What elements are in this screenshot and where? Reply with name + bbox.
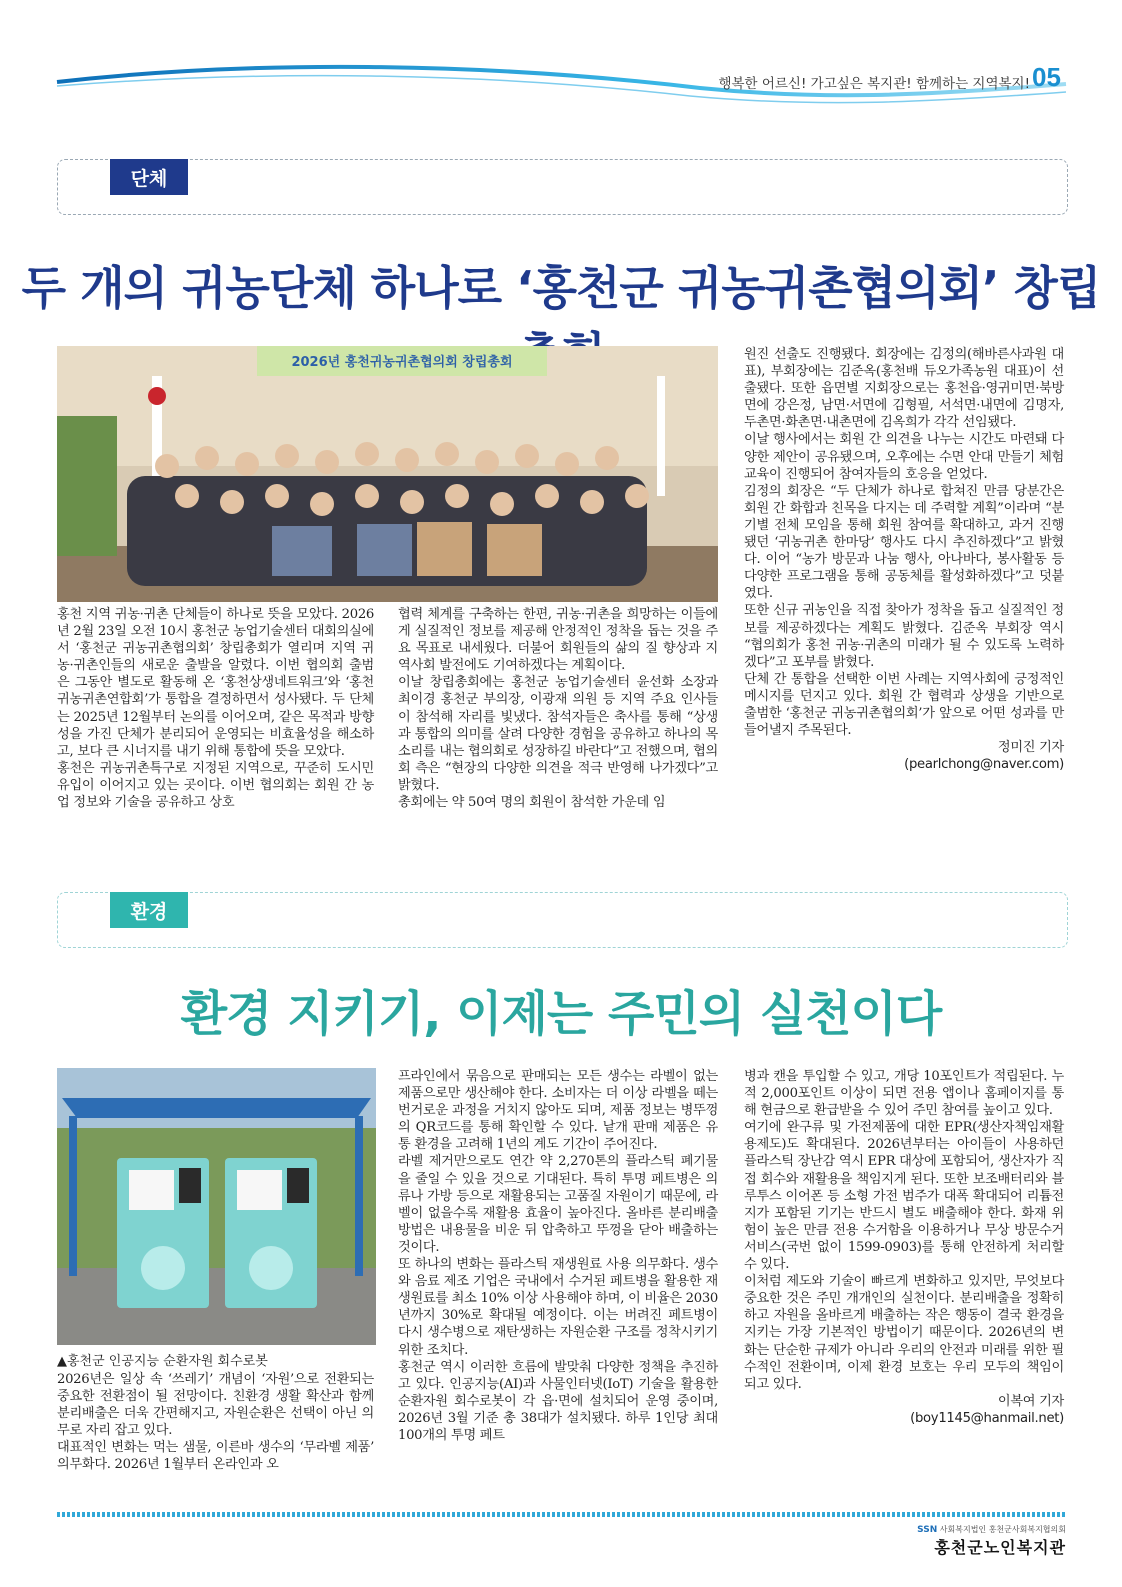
footer-org-sub bbox=[900, 1524, 1066, 1535]
section-tag-environment: 환경 bbox=[110, 892, 188, 928]
article2-col2-p1: 프라인에서 묶음으로 판매되는 모든 생수는 라벨이 없는 제품으로만 생산해야 한다. 소비자는 더 이상 라벨을 떼는 번거로운 과정을 거치지 않아도 되며, 제품 정보는 병뚜껑의 QR코드를 통해 확인할 수 있다. 낱개 판매 제품은 유통 환경을 고려해 1년의 계도 기간이 주어진다. bbox=[398, 1069, 718, 1153]
article2-col3-p2: 여기에 완구류 및 가전제품에 대한 EPR(생산자책임재활용제도)도 확대된다. 2026년부터는 아이들이 사용하던 플라스틱 장난감 역시 EPR 대상에 포함되어, 생산자가 직접 회수와 재활용을 책임지게 된다. 또한 보조배터리와 블루투스 이어폰 등 소형 가전 범주가 대폭 확대되어 리튬전지가 포함된 기기는 반드시 별도 배출해야 한다. 화재 위험이 높은 만큼 전용 수거함을 이용하거나 무상 방문수거 서비스(국번 없이 1599-0903)를 통해 안전하게 처리할 수 있다. bbox=[744, 1120, 1064, 1273]
ssn-logo-text: SSN bbox=[917, 1525, 938, 1535]
article2-col2-p2: 라벨 제거만으로도 연간 약 2,270톤의 플라스틱 폐기물을 줄일 수 있을 것으로 기대된다. 특히 투명 페트병은 의류나 가방 등으로 재활용되는 고품질 자원이기 때문에, 라벨이 없을수록 재활용 효율이 높아진다. 올바른 분리배출 방법은 내용물을 비운 뒤 압축하고 뚜껑을 닫아 배출하는 것이다. bbox=[398, 1154, 718, 1255]
article1-col1 bbox=[57, 606, 374, 811]
byline-email: (pearlchong@naver.com) bbox=[904, 757, 1064, 773]
headline-environment: 환경 지키기, 이제는 주민의 실천이다 bbox=[180, 986, 942, 1042]
article2-col2 bbox=[398, 1068, 718, 1444]
article2-col3-p3: 이처럼 제도와 기술이 빠르게 변화하고 있지만, 무엇보다 중요한 것은 주민 개개인의 실천이다. 분리배출을 정확히 하고 자원을 올바르게 배출하는 작은 행동이 결국 환경을 지키는 가장 기본적인 방법이기 때문이다. 2026년의 변화는 단순한 규제가 아니라 우리의 안전과 미래를 위한 필수적인 전환이며, 이제 환경 보호는 우리 모두의 책임이 되고 있다. bbox=[744, 1274, 1064, 1392]
section-tag-group: 단체 bbox=[110, 159, 188, 195]
article2-col1-p1: 2026년은 일상 속 ‘쓰레기’ 개념이 ‘자원’으로 전환되는 중요한 전환점이 될 전망이다. 친환경 생활 확산과 함께 분리배출은 더욱 간편해지고, 자원순환은 선택이 아닌 의무로 자리 잡고 있다. bbox=[57, 1372, 374, 1439]
article1-col2-p3: 총회에는 약 50여 명의 회원이 참석한 가운데 임 bbox=[398, 795, 666, 811]
footer-logo bbox=[900, 1524, 1066, 1558]
article1-col3-p5: 단체 간 통합을 선택한 이번 사례는 지역사회에 긍정적인 메시지를 던지고 있다. 회원 간 협력과 상생을 기반으로 출범한 ‘홍천군 귀농귀촌협의회’가 앞으로 어떤 성과를 만들어낼지 주목된다. bbox=[744, 671, 1064, 739]
recycling-robot-photo bbox=[57, 1068, 376, 1345]
footer-org-name: 홍천군노인복지관 bbox=[934, 1538, 1066, 1557]
article2-col3 bbox=[744, 1068, 1064, 1427]
article1-col1-p2: 홍천은 귀농귀촌특구로 지정된 지역으로, 꾸준히 도시민 유입이 이어지고 있는 곳이다. 이번 협의회는 회원 간 농업 정보와 기술을 공유하고 상호 bbox=[57, 760, 374, 811]
byline-email: (boy1145@hanmail.net) bbox=[910, 1410, 1064, 1426]
photo-banner-text: 2026년 홍천귀농귀촌협의회 창립총회 bbox=[291, 355, 513, 370]
group-photo bbox=[57, 346, 718, 602]
article2-col3-p1: 병과 캔을 투입할 수 있고, 개당 10포인트가 적립된다. 누적 2,000포인트 이상이 되면 전용 앱이나 홈페이지를 통해 현금으로 환급받을 수 있어 주민 참여를 높이고 있다. bbox=[744, 1069, 1064, 1119]
article1-col3-p4: 또한 신규 귀농인을 직접 찾아가 정착을 돕고 실질적인 정보를 제공하겠다는 계획도 밝혔다. 김준옥 부회장 역시 “협의회가 홍천 귀농·귀촌의 미래가 될 수 있도록 노력하겠다”고 포부를 밝혔다. bbox=[744, 603, 1064, 670]
article2-col1-p2: 대표적인 변화는 먹는 샘물, 이른바 생수의 ‘무라벨 제품’ 의무화다. 2026년 1월부터 온라인과 오 bbox=[57, 1440, 374, 1473]
article2-col2-p3: 또 하나의 변화는 플라스틱 재생원료 사용 의무화다. 생수와 음료 제조 기업은 국내에서 수거된 페트병을 활용한 재생원료를 최소 10% 이상 사용해야 하며, 이 비율은 2030년까지 30%로 확대될 예정이다. 이는 버려진 페트병이 다시 생수병으로 재탄생하는 자원순환 구조를 정착시키기 위한 조치다. bbox=[398, 1257, 718, 1358]
article1-col3-p2: 이날 행사에서는 회원 간 의견을 나누는 시간도 마련돼 다양한 제안이 공유됐으며, 오후에는 수면 안대 만들기 체험 교육이 진행되어 참여자들의 호응을 얻었다. bbox=[744, 432, 1064, 482]
article2-col1 bbox=[57, 1371, 374, 1474]
header-wave bbox=[0, 0, 1122, 120]
article1-col3-p1: 원진 선출도 진행됐다. 회장에는 김정의(해바른사과원 대표), 부회장에는 김준옥(홍천배 듀오가족농원 대표)이 선출됐다. 또한 읍면별 지회장으로는 홍천읍·영귀미면·북방면에 강은정, 남면·서면에 김형필, 서석면·내면에 김명자, 두촌면·화촌면·내촌면에 김옥희가 각각 선임됐다. bbox=[744, 347, 1064, 431]
article1-col1-p1: 홍천 지역 귀농·귀촌 단체들이 하나로 뜻을 모았다. 2026년 2월 23일 오전 10시 홍천군 농업기술센터 대회의실에서 ‘홍천군 귀농귀촌협의회’ 창립총회가 열리며 지역 귀농·귀촌인들의 새로운 출발을 알렸다. 이번 협의회 출범은 그동안 별도로 활동해 온 ‘홍천상생네트워크’와 ‘홍천귀농귀촌연합회’가 통합을 결정하면서 성사됐다. 두 단체는 2025년 12월부터 논의를 이어오며, 같은 목적과 방향성을 가진 단체가 분리되어 운영되는 비효율성을 해소하고, 보다 큰 시너지를 내기 위해 통합에 뜻을 모았다. bbox=[57, 607, 374, 759]
byline-name: 정미진 기자 bbox=[997, 740, 1064, 756]
footer-org-sub-text: 사회복지법인 홍천군사회복지협의회 bbox=[939, 1525, 1066, 1534]
article1-col3-p3: 김정의 회장은 “두 단체가 하나로 합쳐진 만큼 당분간은 회원 간 화합과 친목을 다지는 데 주력할 계획”이라며 “분기별 전체 모임을 통해 회원 참여를 확대하고, 과거 진행됐던 ‘귀농귀촌 한마당’ 행사도 다시 추진하겠다”고 밝혔다. 이어 “농가 방문과 나눔 행사, 아나바다, 봉사활동 등 다양한 프로그램을 통해 공동체를 활성화하겠다”고 덧붙였다. bbox=[744, 483, 1064, 602]
section-header-environment bbox=[57, 892, 1068, 948]
section-header-group bbox=[57, 159, 1068, 215]
byline-name: 이복여 기자 bbox=[997, 1393, 1064, 1409]
footer-divider bbox=[57, 1512, 1066, 1517]
page-number: 05 bbox=[1032, 62, 1061, 92]
article1-col2 bbox=[398, 606, 718, 811]
header-motto: 행복한 어르신! 가고싶은 복지관! 함께하는 지역복지! bbox=[718, 76, 1030, 92]
article1-col2-p2: 이날 창립총회에는 홍천군 농업기술센터 윤선화 소장과 최이경 홍천군 부의장, 이광재 의원 등 지역 주요 인사들이 참석해 자리를 빛냈다. 참석자들은 축사를 통해 “상생과 통합의 의미를 살려 다양한 경험을 공유하고 하나의 목소리를 내는 협의회로 성장하길 바란다”고 전했으며, 협의회 측은 “현장의 다양한 의견을 적극 반영해 나가겠다”고 밝혔다. bbox=[398, 675, 718, 793]
article1-col2-p1: 협력 체계를 구축하는 한편, 귀농·귀촌을 희망하는 이들에게 실질적인 정보를 제공해 안정적인 정착을 돕는 것을 주요 목표로 내세웠다. 더불어 회원들의 삶의 질 향상과 지역사회 발전에도 기여하겠다는 계획이다. bbox=[398, 607, 718, 674]
headline-group: 두 개의 귀농단체 하나로 ‘홍천군 귀농귀촌협의회’ 창립 bbox=[21, 261, 1101, 315]
article2-col2-p4: 홍천군 역시 이러한 흐름에 발맞춰 다양한 정책을 추진하고 있다. 인공지능(AI)과 사물인터넷(IoT) 기술을 활용한 순환자원 회수로봇이 각 읍·면에 설치되어 운영 중이며, 2026년 3월 기준 총 38대가 설치됐다. 하루 1인당 최대 100개의 투명 페트 bbox=[398, 1359, 718, 1443]
photo-caption: ▲홍천군 인공지능 순환자원 회수로봇 bbox=[57, 1354, 268, 1369]
article1-col3 bbox=[744, 346, 1064, 773]
